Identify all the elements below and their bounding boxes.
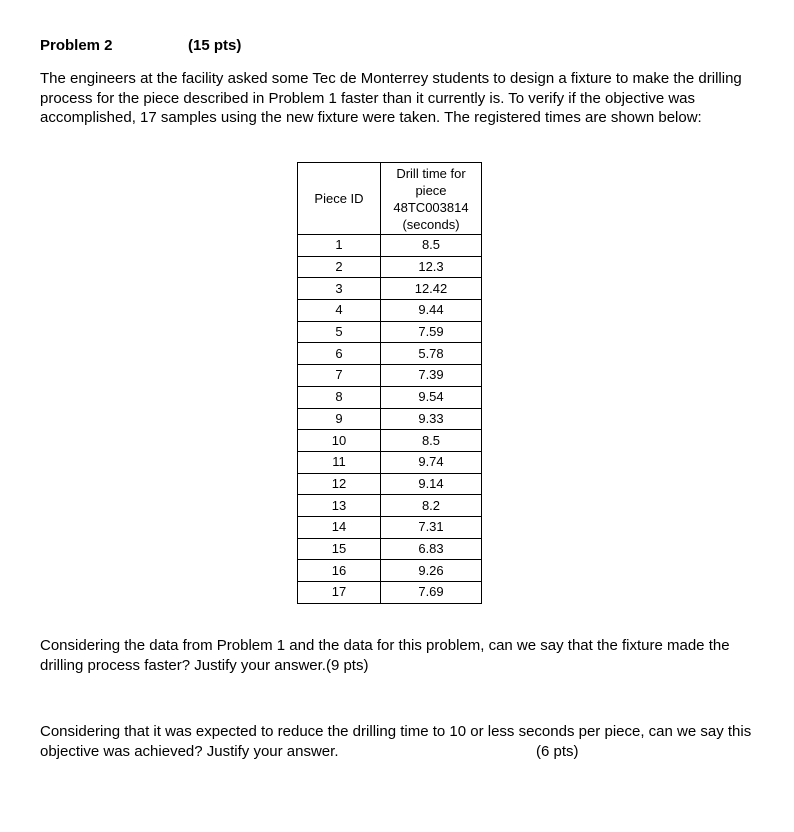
drill-time-cell: 6.83 — [381, 538, 482, 560]
drill-time-cell: 12.42 — [381, 278, 482, 300]
drill-time-cell: 9.26 — [381, 560, 482, 582]
drill-time-cell: 8.5 — [381, 235, 482, 257]
question-2 — [40, 722, 760, 761]
table-row — [298, 343, 482, 365]
table-row — [298, 473, 482, 495]
piece-id-cell: 9 — [298, 408, 381, 430]
piece-id-cell: 7 — [298, 365, 381, 387]
header-drill-time-line: Drill time for — [396, 165, 466, 181]
piece-id-cell: 1 — [298, 235, 381, 257]
table-row — [298, 235, 482, 257]
drill-time-cell: 8.2 — [381, 495, 482, 517]
piece-id-cell: 6 — [298, 343, 381, 365]
piece-id-cell: 4 — [298, 300, 381, 322]
problem-heading — [40, 37, 242, 55]
piece-id-cell: 11 — [298, 451, 381, 473]
table-row — [298, 256, 482, 278]
table-row — [298, 495, 482, 517]
drill-time-table — [297, 162, 482, 604]
piece-id-cell: 2 — [298, 256, 381, 278]
drill-time-cell: 9.44 — [381, 300, 482, 322]
problem-points: (15 pts) — [188, 37, 242, 54]
piece-id-cell: 13 — [298, 495, 381, 517]
piece-id-cell: 16 — [298, 560, 381, 582]
question-2-points: (6 pts) — [536, 742, 579, 760]
drill-time-cell: 7.69 — [381, 582, 482, 604]
table-row — [298, 430, 482, 452]
table-row — [298, 582, 482, 604]
piece-id-cell: 14 — [298, 516, 381, 538]
piece-id-cell: 8 — [298, 386, 381, 408]
problem-title: Problem 2 — [40, 37, 113, 54]
question-1: Considering the data from Problem 1 and the data for this problem, can we say that the fixture made the drilling process faster? Justify your answer.(9 pts) — [40, 637, 730, 674]
piece-id-cell: 10 — [298, 430, 381, 452]
problem-description: The engineers at the facility asked some Tec de Monterrey students to design a fixture to make the drilling process for the piece described in Problem 1 faster than it currently is. To verify if the objective was accomplished, 17 samples using the new fixture were taken. The registered times are shown below: — [40, 70, 742, 126]
table-row — [298, 386, 482, 408]
piece-id-cell: 12 — [298, 473, 381, 495]
header-drill-time — [381, 163, 482, 235]
header-drill-time-line: 48TC003814 — [393, 199, 469, 215]
drill-time-cell: 7.31 — [381, 516, 482, 538]
piece-id-cell: 5 — [298, 321, 381, 343]
question-2-text: Considering that it was expected to reduce the drilling time to 10 or less seconds per piece, can we say this objective was achieved? Justify your answer. — [40, 723, 752, 760]
drill-time-cell: 7.39 — [381, 365, 482, 387]
piece-id-cell: 17 — [298, 582, 381, 604]
table-row — [298, 560, 482, 582]
drill-time-cell: 12.3 — [381, 256, 482, 278]
header-drill-time-line: piece — [415, 182, 447, 198]
drill-time-cell: 9.33 — [381, 408, 482, 430]
header-piece-id: Piece ID — [298, 163, 381, 235]
drill-time-cell: 5.78 — [381, 343, 482, 365]
header-drill-time-line: (seconds) — [402, 216, 460, 232]
drill-time-cell: 7.59 — [381, 321, 482, 343]
table-row — [298, 300, 482, 322]
drill-time-cell: 9.14 — [381, 473, 482, 495]
table-row — [298, 278, 482, 300]
table-row — [298, 365, 482, 387]
drill-time-cell: 9.74 — [381, 451, 482, 473]
table-row — [298, 538, 482, 560]
table-header-row — [298, 163, 482, 235]
table-row — [298, 451, 482, 473]
piece-id-cell: 15 — [298, 538, 381, 560]
piece-id-cell: 3 — [298, 278, 381, 300]
table-row — [298, 516, 482, 538]
drill-time-cell: 8.5 — [381, 430, 482, 452]
table-row — [298, 321, 482, 343]
table-body — [298, 235, 482, 604]
table-row — [298, 408, 482, 430]
drill-time-cell: 9.54 — [381, 386, 482, 408]
